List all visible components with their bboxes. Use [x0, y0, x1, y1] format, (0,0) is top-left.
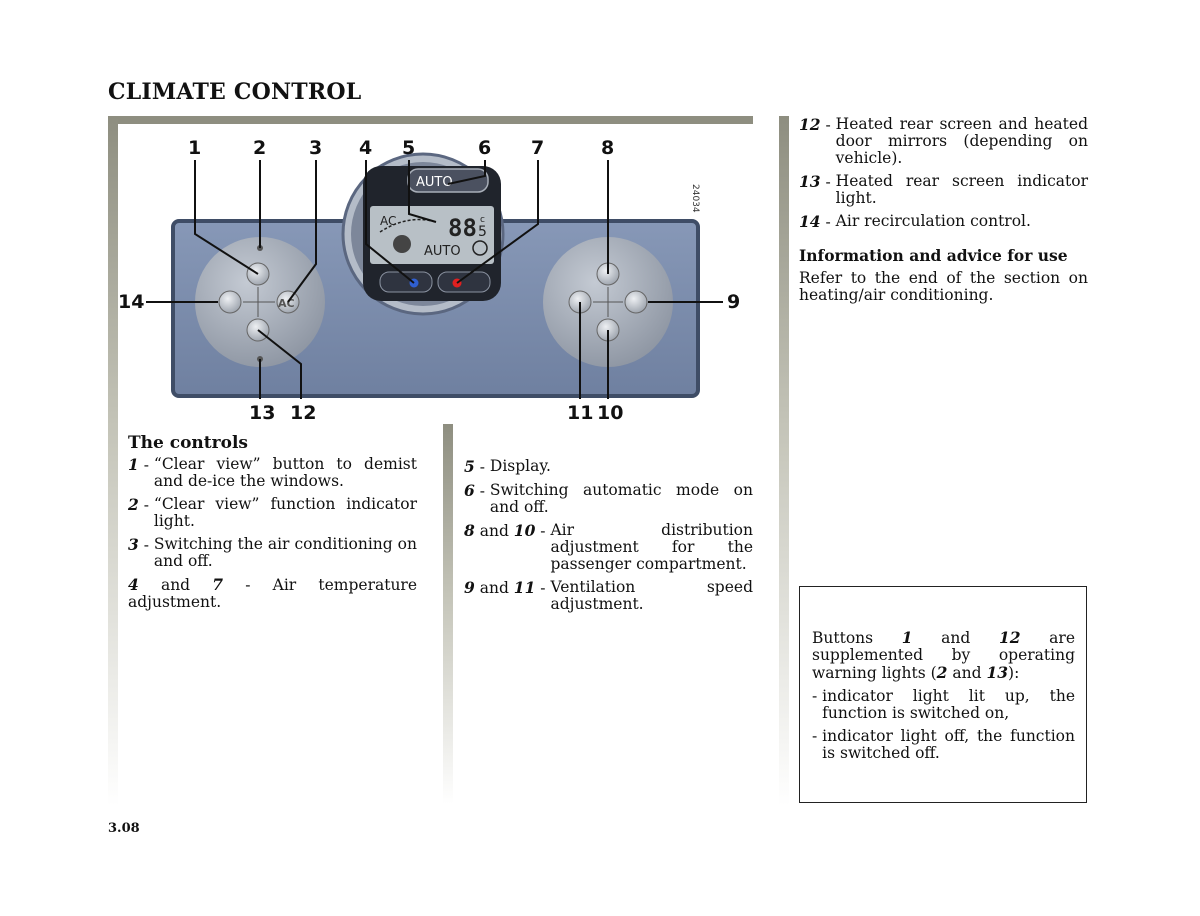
climate-control-figure	[118, 124, 753, 424]
callout-5: 5	[402, 137, 416, 159]
item-separator: -	[138, 496, 154, 514]
temperature-down-button	[380, 272, 432, 292]
control-item-14	[799, 213, 1088, 231]
item-number: 10	[513, 521, 536, 540]
controls-heading: The controls	[128, 433, 248, 453]
controls-column-middle	[464, 458, 753, 619]
callout-7: 7	[531, 137, 545, 159]
item-number: 8	[464, 521, 475, 540]
item-text: Air recirculation control.	[835, 212, 1031, 230]
temperature-up-button	[438, 272, 490, 292]
note-number: 12	[998, 628, 1021, 647]
item-number: 5	[464, 457, 475, 476]
controls-column-left	[128, 435, 417, 617]
item-separator: -	[474, 458, 490, 476]
item-separator: -	[138, 536, 154, 554]
callout-2: 2	[253, 137, 267, 159]
recirculation-button	[219, 291, 241, 313]
control-item-3	[128, 536, 417, 570]
item-text: Heated rear screen and heated door mirrors (depending on vehicle).	[835, 115, 1088, 167]
item-number: 9	[464, 578, 475, 597]
display-ac-text: AC	[380, 214, 397, 228]
fan-up-button	[625, 291, 647, 313]
ac-button-label: AC	[278, 297, 295, 310]
item-separator: -	[474, 482, 490, 500]
climate-panel-illustration	[118, 124, 753, 424]
control-item-4-7	[128, 576, 417, 611]
callout-4: 4	[359, 137, 373, 159]
control-item-8-10	[464, 522, 753, 573]
display-auto-text: AUTO	[424, 244, 461, 259]
bullet-dash: -	[812, 687, 823, 705]
callout-6: 6	[478, 137, 492, 159]
auto-button-label: AUTO	[416, 175, 453, 190]
item-number: 4	[128, 575, 139, 594]
item-text: Air distribution adjustment for the passenger compartment.	[550, 521, 753, 573]
item-number: 3	[128, 535, 139, 554]
note-number: 1	[901, 628, 913, 647]
note-text: and	[947, 664, 987, 682]
callout-12: 12	[290, 402, 317, 424]
figure-reference-code: 24034	[690, 184, 700, 213]
control-item-5	[464, 458, 753, 476]
item-and: and	[138, 576, 213, 594]
info-heading: Information and advice for use	[799, 246, 1068, 265]
item-separator: -	[820, 116, 836, 134]
control-item-12	[799, 116, 1088, 167]
control-item-6	[464, 482, 753, 516]
note-intro	[812, 629, 1075, 682]
note-content	[812, 629, 1075, 768]
note-bullet	[812, 688, 1075, 722]
callout-11: 11	[567, 402, 594, 424]
callout-14: 14	[118, 291, 145, 313]
note-number: 2	[936, 663, 948, 682]
item-separator: -	[535, 522, 551, 540]
page-number: 3.08	[108, 821, 140, 836]
item-text: “Clear view” button to demist and de-ice the windows.	[153, 455, 417, 490]
item-text: Switching the air conditioning on and off.	[153, 535, 417, 570]
callout-8: 8	[601, 137, 615, 159]
item-number: 14	[799, 212, 821, 231]
item-number: 11	[513, 578, 536, 597]
callout-10: 10	[597, 402, 624, 424]
control-item-1	[128, 456, 417, 490]
control-item-2	[128, 496, 417, 530]
item-text: - Air temperature adjustment.	[128, 576, 418, 611]
note-bullet	[812, 728, 1075, 762]
item-separator: -	[820, 213, 836, 231]
item-separator: -	[820, 173, 836, 191]
item-text: Switching automatic mode on and off.	[489, 481, 753, 516]
control-item-13	[799, 173, 1088, 207]
fan-icon	[393, 235, 411, 253]
note-box	[799, 586, 1087, 803]
display-digits: 88	[448, 214, 477, 242]
callout-13: 13	[249, 402, 276, 424]
item-number: 6	[464, 481, 475, 500]
note-number: 13	[986, 663, 1009, 682]
control-item-9-11	[464, 579, 753, 613]
item-number: 2	[128, 495, 139, 514]
controls-column-right	[799, 116, 1088, 304]
left-rule	[108, 116, 118, 806]
item-text: “Clear view” function indicator light.	[153, 495, 417, 530]
item-text: Display.	[489, 457, 551, 475]
bullet-text: indicator light off, the function is switched off.	[822, 727, 1075, 762]
note-text: and	[912, 629, 999, 647]
item-text: Ventilation speed adjustment.	[550, 578, 753, 613]
item-number: 12	[799, 115, 821, 134]
item-separator: -	[535, 579, 551, 597]
item-and: and	[474, 522, 514, 540]
callout-1: 1	[188, 137, 202, 159]
note-text: ):	[1008, 664, 1020, 682]
callout-3: 3	[309, 137, 323, 159]
callout-9: 9	[727, 291, 741, 313]
top-rule	[108, 116, 753, 124]
note-text: Buttons	[812, 629, 902, 647]
item-text: Heated rear screen indicator light.	[835, 172, 1088, 207]
display-sub-digit: 5	[478, 224, 487, 240]
item-and: and	[474, 579, 514, 597]
item-separator: -	[138, 456, 154, 474]
info-text: Refer to the end of the section on heating/air conditioning.	[799, 269, 1088, 304]
item-number: 13	[799, 172, 821, 191]
bullet-dash: -	[812, 727, 823, 745]
item-number: 1	[128, 455, 139, 474]
note-text: are supplemented by operating warning lights (	[812, 629, 1075, 682]
item-number: 7	[212, 575, 224, 594]
display-degree: c	[480, 215, 485, 225]
bullet-text: indicator light lit up, the function is switched on,	[822, 687, 1075, 722]
page-title: CLIMATE CONTROL	[108, 79, 362, 105]
middle-rule	[443, 424, 453, 804]
right-rule	[779, 116, 789, 806]
